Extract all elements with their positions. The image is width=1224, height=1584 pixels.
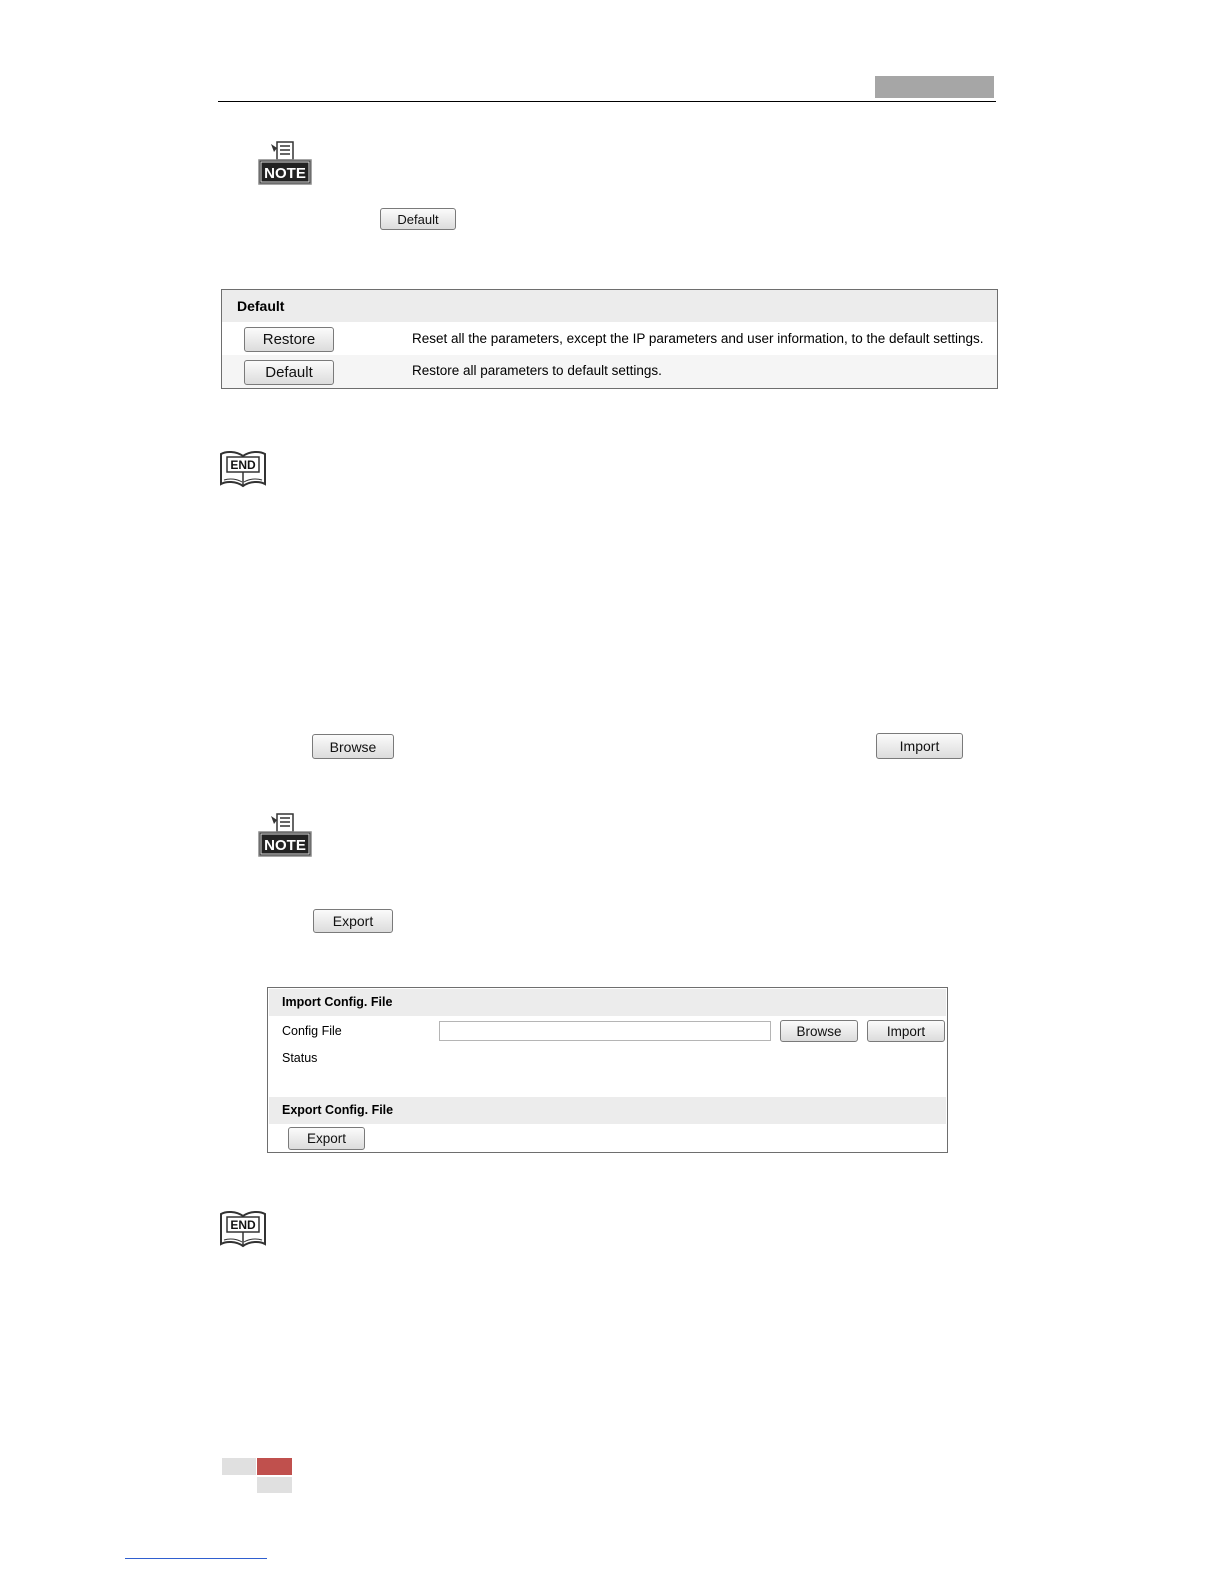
note-icon (257, 140, 313, 191)
status-label: Status (282, 1051, 318, 1065)
config-panel (267, 987, 948, 1153)
import-section-header (269, 989, 946, 1016)
config-browse-button[interactable]: Browse (780, 1020, 858, 1042)
header-chapter-tab (875, 76, 994, 98)
config-file-input[interactable] (439, 1021, 771, 1041)
restore-description: Reset all the parameters, except the IP parameters and user information, to the default settings. (412, 331, 984, 346)
import-button[interactable]: Import (876, 733, 963, 759)
default-panel-header (222, 290, 997, 322)
default-panel (221, 289, 998, 389)
export-button[interactable]: Export (313, 909, 393, 933)
svg-text:END: END (230, 458, 256, 472)
footer-block-gray (222, 1458, 256, 1475)
restore-button[interactable]: Restore (244, 327, 334, 352)
footer-link-underline (125, 1558, 267, 1559)
svg-text:NOTE: NOTE (264, 165, 306, 182)
footer-block-red (257, 1458, 292, 1475)
svg-text:END: END (230, 1218, 256, 1232)
export-section-header (269, 1097, 946, 1124)
default-button[interactable]: Default (380, 208, 456, 230)
default-restore-button[interactable]: Default (244, 360, 334, 385)
config-import-button[interactable]: Import (867, 1020, 945, 1042)
header-rule (218, 101, 996, 102)
browse-button[interactable]: Browse (312, 734, 394, 759)
note-icon (257, 812, 313, 863)
default-description: Restore all parameters to default settings. (412, 363, 662, 378)
config-file-label: Config File (282, 1024, 342, 1038)
svg-text:NOTE: NOTE (264, 837, 306, 854)
end-icon (218, 1208, 268, 1255)
footer-block-gray (257, 1477, 292, 1493)
default-panel-title: Default (237, 298, 285, 314)
export-section-title: Export Config. File (282, 1103, 394, 1117)
config-export-button[interactable]: Export (288, 1127, 365, 1150)
import-section-title: Import Config. File (282, 995, 393, 1009)
end-icon (218, 448, 268, 495)
